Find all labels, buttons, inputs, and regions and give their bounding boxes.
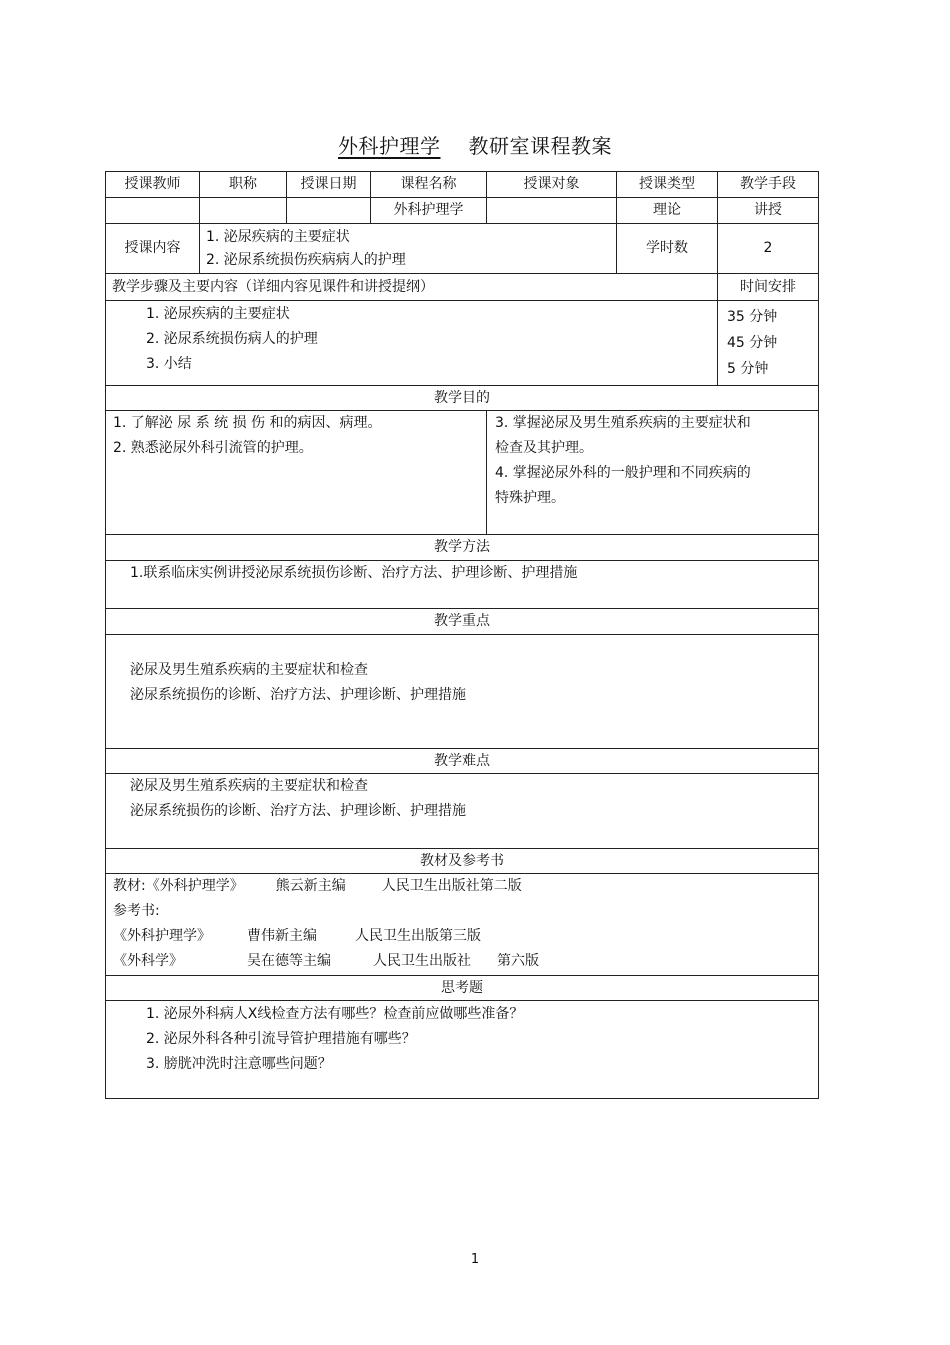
reference-line [113,924,812,949]
header-label: 教学手段 [718,172,819,198]
reference-editor: 吴在德等主编 [247,953,331,969]
content-item: 2. 泌尿系统损伤疾病病人的护理 [206,251,406,268]
references-heading: 教材及参考书 [106,849,819,874]
title-course: 外科护理学 [338,134,441,158]
key-points-heading-row [106,609,819,635]
reference-editor: 曹伟新主编 [247,928,317,944]
header-value: 讲授 [718,198,819,224]
questions-list [106,1001,819,1099]
references-heading-row [106,849,819,874]
header-label: 授课教师 [106,172,200,198]
header-value [106,198,200,224]
times-list [718,301,819,386]
reference-edition: 第六版 [497,953,539,969]
question-item: 3. 膀胱冲洗时注意哪些问题？ [146,1056,332,1072]
header-labels-row [106,172,819,198]
time-item: 35 分钟 [727,309,778,325]
objectives-heading: 教学目的 [106,386,819,411]
header-value: 理论 [617,198,718,224]
hours-label: 学时数 [617,224,718,274]
objectives-right [487,411,819,535]
key-points-list [106,635,819,749]
methods-row [106,561,819,609]
objective-item: 3. 掌握泌尿及男生殖系疾病的主要症状和 [495,415,751,431]
hours-value: 2 [718,224,819,274]
header-label: 授课类型 [617,172,718,198]
methods-heading-row [106,535,819,561]
textbook-editor: 熊云新主编 [275,878,346,894]
objective-item: 2. 熟悉泌尿外科引流管的护理。 [113,440,313,456]
reference-title: 《外科学》 [113,953,183,969]
header-label: 授课日期 [287,172,371,198]
key-points-row [106,635,819,749]
textbook-line [113,874,812,899]
header-value [287,198,371,224]
textbook-title: 《外科护理学》 [145,878,244,894]
content-row [106,224,819,274]
questions-heading: 思考题 [106,976,819,1001]
header-value: 外科护理学 [371,198,487,224]
steps-heading: 教学步骤及主要内容（详细内容见课件和讲授提纲） [106,274,718,301]
objective-item: 检查及其护理。 [495,440,593,456]
difficulties-row [106,774,819,849]
objectives-left [106,411,487,535]
header-value [487,198,617,224]
objective-item: 1. 了解泌 尿 系 统 损 伤 和的病因、病理。 [113,415,382,431]
methods-list [106,561,819,609]
header-values-row [106,198,819,224]
textbook-label: 教材: [113,878,146,894]
references-body [106,874,819,976]
difficulties-list [106,774,819,849]
content-items [200,224,617,274]
header-label: 课程名称 [371,172,487,198]
reference-label: 参考书: [113,903,160,919]
header-label: 职称 [200,172,287,198]
steps-heading-row [106,274,819,301]
objective-item: 特殊护理。 [495,490,565,506]
time-item: 45 分钟 [727,335,778,351]
questions-row [106,1001,819,1099]
step-item: 2. 泌尿系统损伤病人的护理 [146,331,318,347]
key-points-heading: 教学重点 [106,609,819,635]
objectives-heading-row [106,386,819,411]
reference-title: 《外科护理学》 [113,928,211,944]
method-item: 1.联系临床实例讲授泌尿系统损伤诊断、治疗方法、护理诊断、护理措施 [130,565,578,581]
references-row [106,874,819,976]
key-point-item: 泌尿系统损伤的诊断、治疗方法、护理诊断、护理措施 [130,687,466,703]
title-rest: 教研室课程教案 [468,134,612,158]
step-item: 1. 泌尿疾病的主要症状 [146,306,290,322]
objectives-row [106,411,819,535]
header-label: 授课对象 [487,172,617,198]
content-item: 1. 泌尿疾病的主要症状 [206,228,350,245]
step-item: 3. 小结 [146,356,192,372]
reference-publisher: 人民卫生出版社 [373,953,471,969]
time-heading: 时间安排 [718,274,819,301]
difficulty-item: 泌尿及男生殖系疾病的主要症状和检查 [130,778,368,794]
time-item: 5 分钟 [727,361,769,377]
steps-list [106,301,718,386]
steps-row [106,301,819,386]
content-label: 授课内容 [106,224,200,274]
key-point-item: 泌尿及男生殖系疾病的主要症状和检查 [130,662,368,678]
question-item: 1. 泌尿外科病人X线检查方法有哪些？检查前应做哪些准备？ [146,1006,524,1022]
methods-heading: 教学方法 [106,535,819,561]
textbook-publisher: 人民卫生出版社第二版 [381,878,522,894]
header-value [200,198,287,224]
questions-heading-row [106,976,819,1001]
reference-line [113,949,812,974]
difficulties-heading-row [106,749,819,774]
reference-publisher: 人民卫生出版第三版 [355,928,481,944]
objective-item: 4. 掌握泌尿外科的一般护理和不同疾病的 [495,465,751,481]
page-number: 1 [470,1252,480,1267]
page-title [0,130,950,159]
difficulties-heading: 教学难点 [106,749,819,774]
difficulty-item: 泌尿系统损伤的诊断、治疗方法、护理诊断、护理措施 [130,803,466,819]
question-item: 2. 泌尿外科各种引流导管护理措施有哪些？ [146,1031,416,1047]
lesson-plan-table [105,171,819,1099]
